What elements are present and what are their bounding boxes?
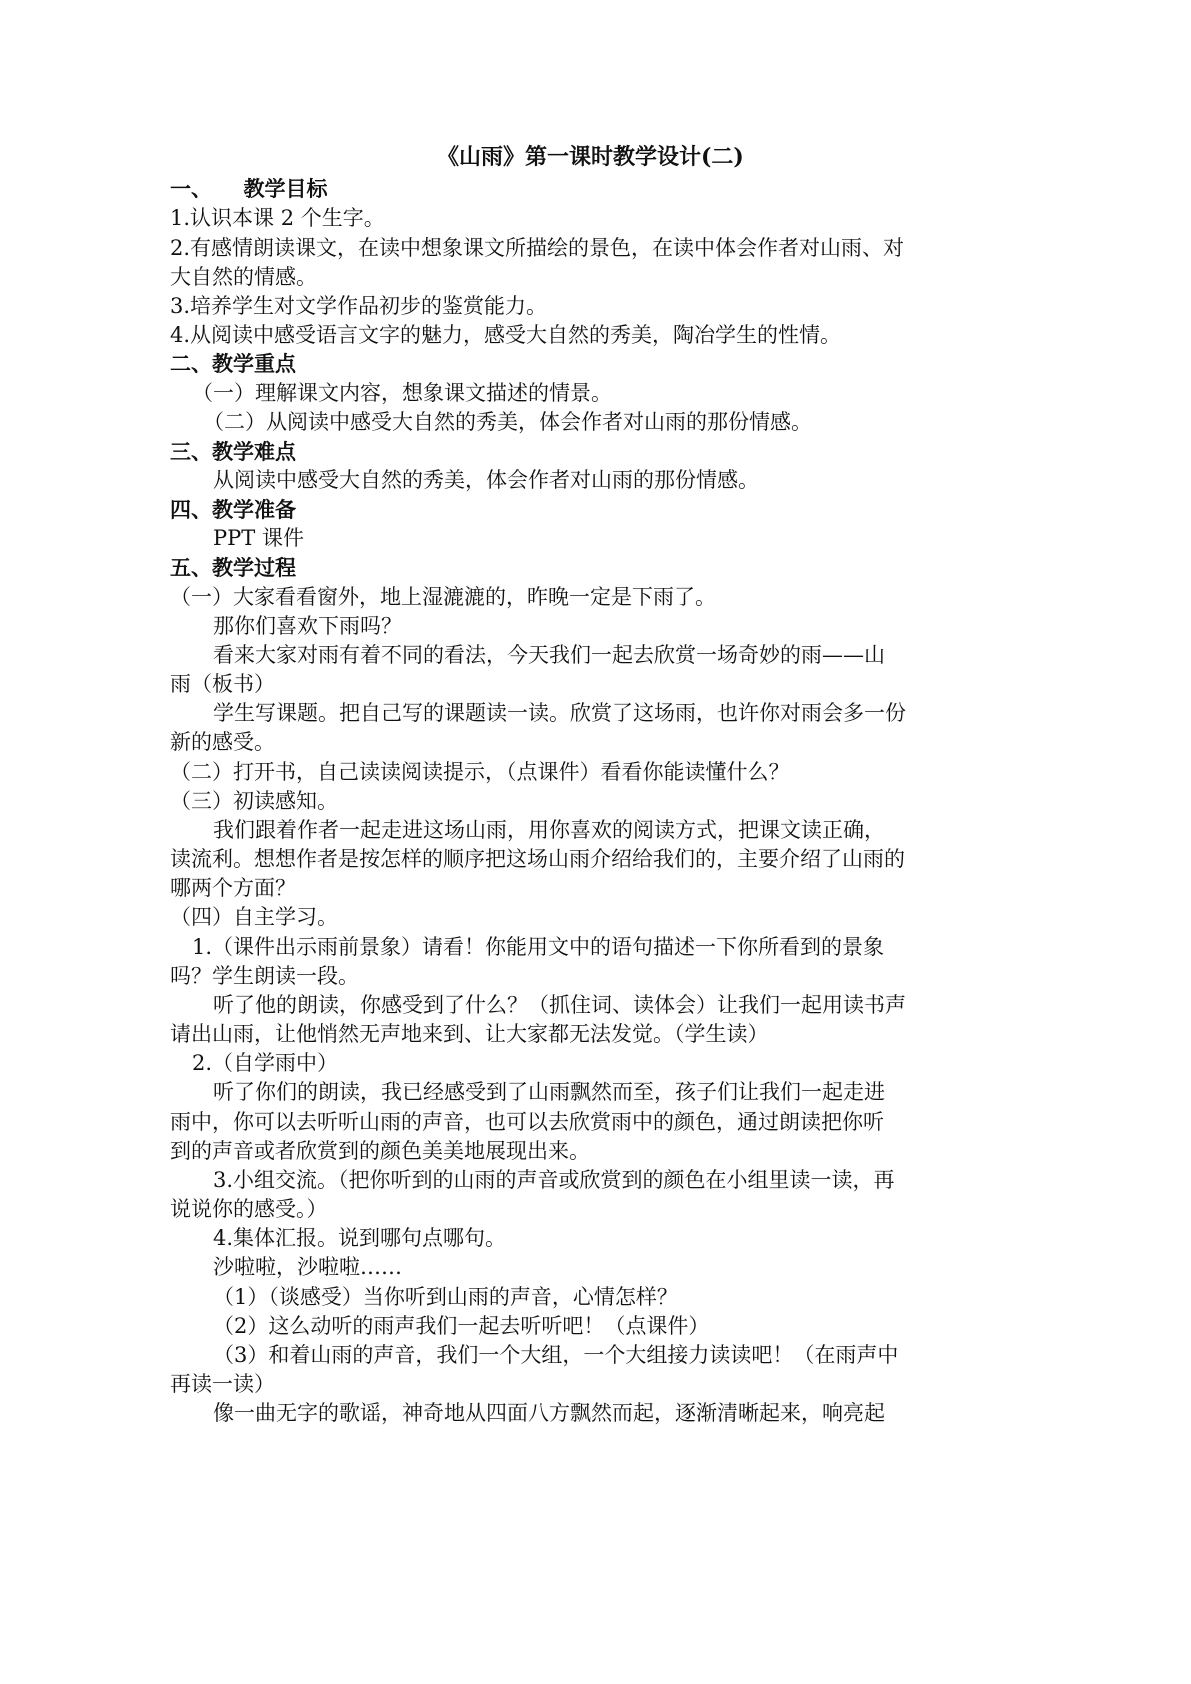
section-heading-preparation: 四、教学准备: [170, 497, 296, 522]
paragraph-line: （三）初读感知。: [170, 789, 338, 813]
paragraph-line: 大自然的情感。: [170, 265, 317, 289]
section-heading-process: 五、教学过程: [170, 555, 296, 580]
paragraph-line: 到的声音或者欣赏到的颜色美美地展现出来。: [170, 1139, 590, 1163]
paragraph-line: 2.（自学雨中）: [192, 1051, 339, 1075]
paragraph-line: 听了你们的朗读，我已经感受到了山雨飘然而至，孩子们让我们一起走进: [213, 1080, 885, 1104]
paragraph-line: 3.小组交流。（把你听到的山雨的声音或欣赏到的颜色在小组里读一读，再: [213, 1168, 895, 1192]
paragraph-line: 像一曲无字的歌谣，神奇地从四面八方飘然而起，逐渐清晰起来，响亮起: [213, 1401, 885, 1425]
paragraph-line: （一）理解课文内容，想象课文描述的情景。: [192, 381, 612, 405]
paragraph-line: 2.有感情朗读课文，在读中想象课文所描绘的景色，在读中体会作者对山雨、对: [170, 236, 905, 260]
paragraph-line: （二）打开书，自己读读阅读提示，（点课件）看看你能读懂什么？: [170, 760, 790, 784]
paragraph-line: 读流利。想想作者是按怎样的顺序把这场山雨介绍给我们的，主要介绍了山雨的: [170, 847, 905, 871]
paragraph-line: 从阅读中感受大自然的秀美，体会作者对山雨的那份情感。: [213, 468, 759, 492]
paragraph-line: 4.从阅读中感受语言文字的魅力，感受大自然的秀美，陶冶学生的性情。: [170, 323, 842, 347]
section-heading-objectives: 一、 教学目标: [170, 176, 328, 201]
paragraph-line: （2）这么动听的雨声我们一起去听听吧！（点课件）: [213, 1314, 710, 1338]
section-heading-key-points: 二、教学重点: [170, 351, 296, 376]
paragraph-line: 雨中，你可以去听听山雨的声音，也可以去欣赏雨中的颜色，通过朗读把你听: [170, 1110, 884, 1134]
paragraph-line: PPT 课件: [213, 526, 304, 550]
paragraph-line: 学生写课题。把自己写的课题读一读。欣赏了这场雨，也许你对雨会多一份: [213, 701, 906, 725]
paragraph-line: 再读一读）: [170, 1372, 275, 1396]
paragraph-line: 3.培养学生对文学作品初步的鉴赏能力。: [170, 294, 548, 318]
paragraph-line: （3）和着山雨的声音，我们一个大组，一个大组接力读读吧！（在雨声中: [213, 1343, 899, 1367]
paragraph-line: 新的感受。: [170, 730, 275, 754]
section-heading-difficulties: 三、教学难点: [170, 439, 296, 464]
paragraph-line: 哪两个方面？: [170, 876, 296, 900]
paragraph-line: 我们跟着作者一起走进这场山雨，用你喜欢的阅读方式，把课文读正确，: [213, 818, 885, 842]
paragraph-line: 4.集体汇报。说到哪句点哪句。: [213, 1226, 507, 1250]
paragraph-line: （一）大家看看窗外，地上湿漉漉的，昨晚一定是下雨了。: [170, 585, 716, 609]
paragraph-line: 那你们喜欢下雨吗？: [213, 614, 402, 638]
paragraph-line: （二）从阅读中感受大自然的秀美，体会作者对山雨的那份情感。: [203, 410, 812, 434]
paragraph-line: 1.认识本课 2 个生字。: [170, 206, 385, 230]
paragraph-line: 1.（课件出示雨前景象）请看！你能用文中的语句描述一下你所看到的景象: [192, 935, 885, 959]
paragraph-line: 雨（板书）: [170, 672, 275, 696]
paragraph-line: 请出山雨，让他悄然无声地来到、让大家都无法发觉。（学生读）: [170, 1022, 769, 1046]
paragraph-line: 看来大家对雨有着不同的看法，今天我们一起去欣赏一场奇妙的雨——山: [213, 643, 885, 667]
paragraph-line: 吗？学生朗读一段。: [170, 964, 359, 988]
paragraph-line: 听了他的朗读，你感受到了什么？（抓住词、读体会）让我们一起用读书声: [213, 993, 906, 1017]
paragraph-line: （1）（谈感受）当你听到山雨的声音，心情怎样？: [213, 1285, 678, 1309]
paragraph-line: 沙啦啦，沙啦啦……: [213, 1255, 402, 1279]
paragraph-line: 说说你的感受。）: [170, 1197, 328, 1221]
document-title: 《山雨》第一课时教学设计(二): [437, 144, 744, 170]
paragraph-line: （四）自主学习。: [170, 905, 338, 929]
